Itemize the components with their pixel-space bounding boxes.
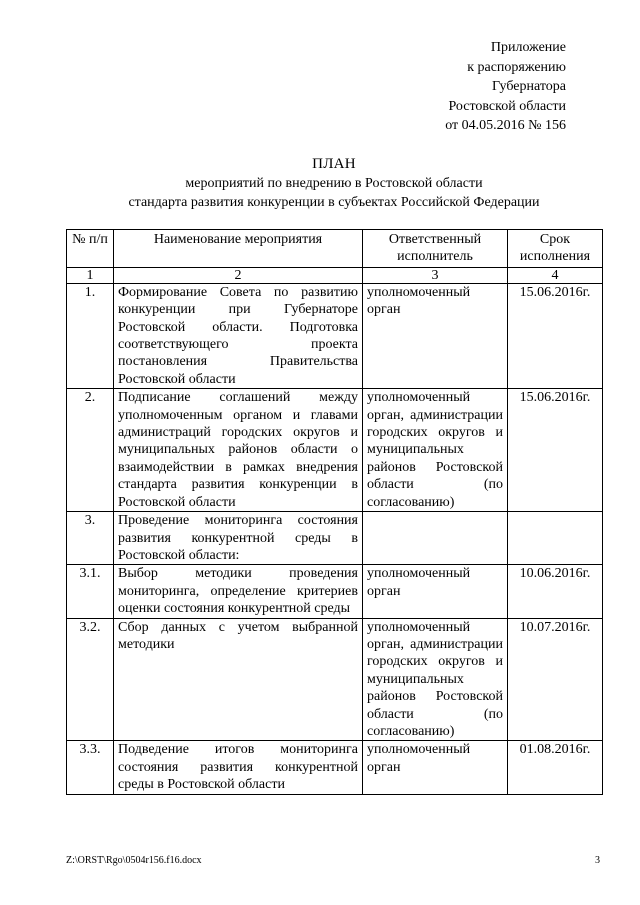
row-name: Сбор данных с учетом выбранной методики	[114, 618, 363, 741]
appendix-line: Губернатора	[491, 79, 566, 95]
appendix-line: Ростовской области	[448, 98, 566, 114]
row-name: Выбор методики проведения мониторинга, определение критериев оценки состояния конкурентной среды	[114, 565, 363, 618]
index-cell: 3	[363, 267, 508, 283]
appendix-line: от 04.05.2016 № 156	[445, 118, 566, 134]
row-resp: уполномоченный орган	[363, 565, 508, 618]
index-cell: 2	[114, 267, 363, 283]
table-row	[67, 512, 603, 565]
row-num: 2.	[67, 389, 114, 512]
header-date: Срок исполнения	[508, 230, 603, 268]
table-row	[67, 565, 603, 618]
index-cell: 4	[508, 267, 603, 283]
index-cell: 1	[67, 267, 114, 283]
document-title	[86, 155, 582, 212]
row-num: 3.	[67, 512, 114, 565]
row-resp: уполномоченный орган, администрации городских округов и муниципальных районов Ростовской области (по согласованию)	[363, 389, 508, 512]
row-date: 10.07.2016г.	[508, 618, 603, 741]
row-name: Формирование Совета по развитию конкуренции при Губернаторе Ростовской области. Подготовка соответствующего проекта постановления Правительства Ростовской области	[114, 283, 363, 388]
title-line: стандарта развития конкуренции в субъектах Российской Федерации	[128, 195, 540, 210]
row-resp	[363, 512, 508, 565]
row-date: 15.06.2016г.	[508, 283, 603, 388]
table-row	[67, 618, 603, 741]
plan-table	[66, 229, 603, 795]
row-name: Подписание соглашений между уполномоченным органом и главами администраций городских округов и муниципальных районов области о взаимодействии в рамках внедрения стандарта развития конкуренции в Ростовской области	[114, 389, 363, 512]
row-resp: уполномоченный орган	[363, 741, 508, 794]
row-date	[508, 512, 603, 565]
table-row	[67, 283, 603, 388]
header-name: Наименование мероприятия	[114, 230, 363, 268]
index-row	[67, 267, 603, 283]
footer-file-path: Z:\ORST\Rgo\0504r156.f16.docx	[66, 855, 202, 866]
header-resp: Ответственный исполнитель	[363, 230, 508, 268]
table-row	[67, 389, 603, 512]
row-date: 15.06.2016г.	[508, 389, 603, 512]
row-resp: уполномоченный орган	[363, 283, 508, 388]
row-name: Проведение мониторинга состояния развития конкурентной среды в Ростовской области:	[114, 512, 363, 565]
title-line: мероприятий по внедрению в Ростовской области	[185, 176, 483, 191]
row-num: 1.	[67, 283, 114, 388]
header-num: № п/п	[67, 230, 114, 268]
row-date: 10.06.2016г.	[508, 565, 603, 618]
row-resp: уполномоченный орган, администрации городских округов и муниципальных районов Ростовской области (по согласованию)	[363, 618, 508, 741]
appendix-line: к распоряжению	[467, 59, 566, 75]
row-date: 01.08.2016г.	[508, 741, 603, 794]
table-header-row	[67, 230, 603, 268]
footer-page-number: 3	[595, 855, 600, 866]
title-heading: ПЛАН	[312, 156, 356, 172]
appendix-line: Приложение	[490, 40, 566, 55]
row-name: Подведение итогов мониторинга состояния развития конкурентной среды в Ростовской области	[114, 741, 363, 794]
row-num: 3.3.	[67, 741, 114, 794]
table-row	[67, 741, 603, 794]
appendix-header	[366, 38, 566, 136]
row-num: 3.1.	[67, 565, 114, 618]
row-num: 3.2.	[67, 618, 114, 741]
